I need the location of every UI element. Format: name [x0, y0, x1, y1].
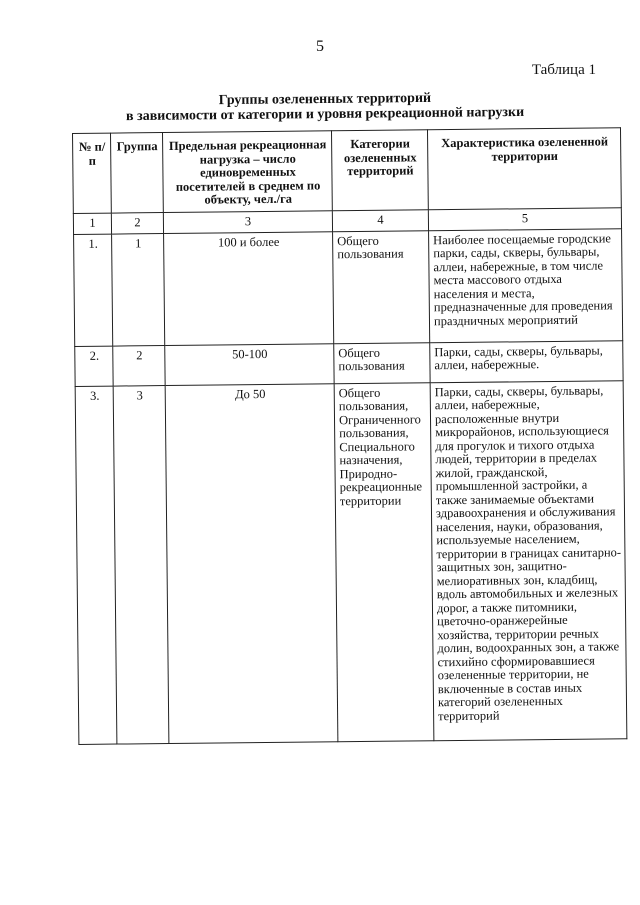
column-index: 1	[73, 213, 111, 234]
header-group: Группа	[111, 133, 164, 213]
table-row	[75, 340, 623, 386]
header-recreational-load: Предельная рекреационная нагрузка – число единовременных посетителей в среднем по объекту, чел./га	[163, 131, 333, 212]
row-load: 50-100	[165, 343, 334, 385]
row-group: 1	[112, 233, 165, 346]
table-header-row	[73, 128, 622, 213]
header-characteristic: Характеристика озелененной территории	[427, 128, 621, 210]
header-number: № п/п	[73, 133, 112, 213]
row-group: 2	[113, 345, 165, 386]
row-group: 3	[113, 385, 169, 744]
table-row	[75, 380, 627, 744]
column-index: 5	[428, 207, 621, 230]
column-index: 2	[111, 212, 163, 234]
row-characteristic: Парки, сады, скверы, бульвары, аллеи, набережные.	[430, 340, 623, 382]
table-label: Таблица 1	[531, 62, 596, 78]
title-line-2: в зависимости от категории и уровня рекреационной нагрузки	[125, 104, 525, 125]
row-characteristic: Парки, сады, скверы, бульвары, аллеи, набережные, расположенные внутри микрорайонов, использующиеся для прогулок и тихого отдыха людей, территории в пределах жилой, гражданской, промышленной застройки, а также занимаемые объектами здравоохранения и обслуживания населения, науки, образования, используемые населением, территории в границах санитарно-защитных зон, защитно-мелиоративных зон, кладбищ, вдоль автомобильных и железных дорог, а также питомники, цветочно-оранжерейные хозяйства, территории речных долин, водоохранных зон, а также стихийно сформировавшиеся озелененные территории, не включенные в состав иных категорий озелененных территорий	[430, 380, 627, 740]
column-index: 3	[163, 210, 332, 233]
column-index: 4	[332, 209, 428, 231]
row-number: 1.	[74, 234, 113, 346]
green-areas-table	[72, 127, 627, 744]
row-number: 3.	[75, 386, 117, 744]
document-title	[60, 89, 590, 125]
row-load: 100 и более	[164, 231, 334, 345]
title-line-1: Группы озелененных территорий	[218, 90, 432, 109]
table-row	[74, 228, 623, 346]
row-category: Общего пользования, Ограниченного пользования, Специального назначения, Природно-рекреационные территории	[334, 382, 434, 741]
header-category: Категории озелененных территорий	[331, 130, 428, 211]
row-number: 2.	[75, 346, 113, 386]
row-load: До 50	[165, 383, 338, 743]
row-characteristic: Наиболее посещаемые городские парки, сады, скверы, бульвары, аллеи, набережные, в том числе места массового отдыха населения и места, предназначенные для проведения праздничных мероприятий	[429, 228, 623, 342]
row-category: Общего пользования	[334, 342, 430, 383]
page-number: 5	[316, 38, 324, 55]
row-category: Общего пользования	[333, 230, 430, 343]
